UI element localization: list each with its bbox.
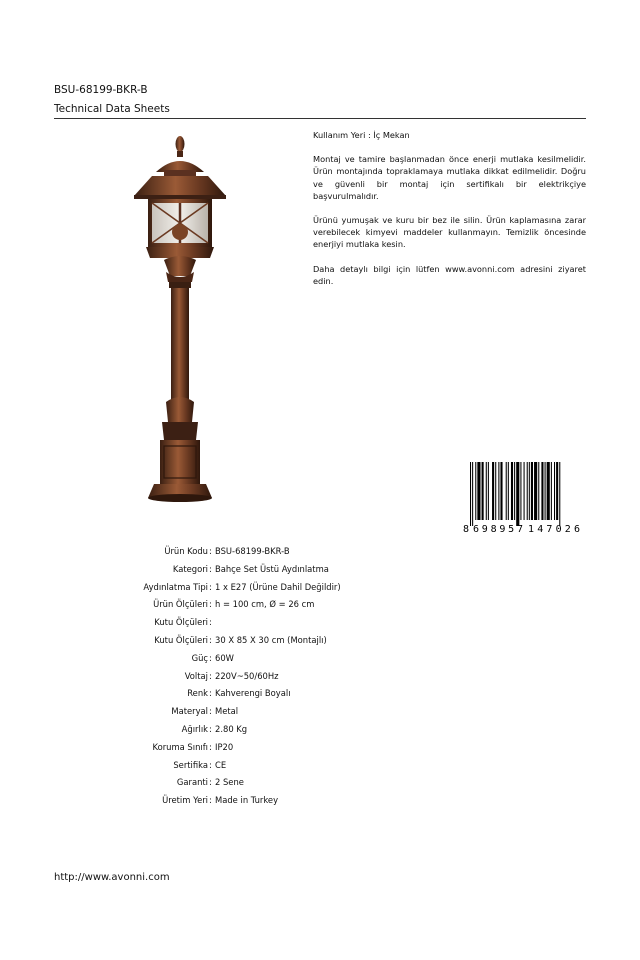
spec-row	[0, 671, 640, 685]
spec-label: Ağırlık	[181, 724, 208, 734]
spec-value: 1 x E27 (Ürüne Dahil Değildir)	[215, 581, 341, 592]
barcode-bar	[520, 462, 521, 520]
spec-row	[0, 724, 640, 738]
barcode-bar	[541, 462, 543, 520]
spec-value: Kahverengi Boyalı	[215, 688, 291, 699]
spec-value: 30 X 85 X 30 cm (Montajlı)	[215, 635, 327, 645]
spec-label: Ürün Ölçüleri	[153, 599, 208, 610]
barcode-bar	[477, 462, 480, 520]
barcode-bar	[498, 462, 499, 520]
barcode-bar	[547, 462, 550, 520]
spec-separator: :	[209, 546, 212, 556]
barcode-bar	[516, 462, 519, 526]
barcode-bar	[472, 462, 473, 526]
spec-label: Ürün Kodu	[164, 546, 208, 556]
barcode	[460, 460, 588, 536]
spec-label: Güç	[191, 652, 208, 663]
spec-row	[0, 564, 640, 578]
spec-value: CE	[215, 759, 227, 770]
spec-value: 2 Sene	[215, 777, 244, 788]
spec-separator: :	[209, 599, 212, 610]
barcode-bar	[475, 462, 476, 520]
product-code-title: BSU-68199-BKR-B	[54, 84, 148, 96]
spec-value: Made in Turkey	[215, 795, 279, 806]
spec-label: Üretim Yeri	[162, 795, 208, 806]
spec-separator: :	[209, 652, 212, 663]
spec-value: BSU-68199-BKR-B	[215, 546, 290, 556]
spec-separator: :	[209, 670, 212, 681]
spec-value: Bahçe Set Üstü Aydınlatma	[215, 563, 329, 574]
barcode-bar	[559, 462, 560, 526]
spec-label: Sertifika	[173, 759, 208, 770]
spec-separator: :	[209, 688, 212, 699]
description-paragraph: Daha detaylı bilgi için lütfen www.avonni.com adresini ziyaret edin.	[313, 263, 586, 286]
spec-row	[0, 688, 640, 702]
spec-separator: :	[209, 617, 212, 628]
barcode-bar	[482, 462, 484, 520]
spec-value: 220V~50/60Hz	[215, 670, 279, 681]
spec-row	[0, 706, 640, 720]
spec-row	[0, 653, 640, 667]
spec-row	[0, 760, 640, 774]
product-image	[130, 132, 230, 504]
spec-row	[0, 777, 640, 791]
barcode-left-digits: 698957	[473, 524, 523, 535]
spec-label: Koruma Sınıfı	[152, 741, 208, 752]
spec-row	[0, 795, 640, 809]
spec-value: 2.80 Kg	[215, 724, 248, 734]
barcode-bar	[495, 462, 496, 520]
spec-label: Garanti	[176, 777, 208, 788]
barcode-bar	[508, 462, 509, 520]
spec-row	[0, 582, 640, 596]
barcode-bar	[534, 462, 537, 520]
barcode-bar	[470, 462, 471, 526]
barcode-bar	[538, 462, 539, 520]
spec-value: 60W	[215, 652, 234, 663]
spec-label: Materyal	[171, 706, 208, 717]
barcode-bar	[488, 462, 489, 520]
spec-row	[0, 742, 640, 756]
barcode-bar	[529, 462, 530, 520]
spec-separator: :	[209, 777, 212, 788]
barcode-bar	[551, 462, 552, 520]
barcode-right-digits: 147026	[528, 524, 580, 535]
spec-separator: :	[209, 581, 212, 592]
spec-separator: :	[209, 795, 212, 806]
usage-location: Kullanım Yeri : İç Mekan	[313, 130, 410, 140]
spec-separator: :	[209, 759, 212, 770]
document-subtitle: Technical Data Sheets	[54, 103, 170, 115]
spec-label: Kutu Ölçüleri	[154, 635, 208, 645]
spec-value: IP20	[215, 741, 234, 752]
spec-label: Kutu Ölçüleri	[154, 617, 208, 628]
barcode-bar	[486, 462, 487, 520]
description-paragraph: Ürünü yumuşak ve kuru bir bez ile silin. Ürün kaplamasına zarar verebilecek kimyevi maddeler kullanmayın. Temizlik öncesinde enerjiyi mutlaka kesin.	[313, 215, 586, 250]
spec-row	[0, 617, 640, 631]
spec-row	[0, 546, 640, 560]
spec-separator: :	[209, 563, 212, 574]
barcode-bar	[506, 462, 507, 520]
description-paragraph: Montaj ve tamire başlanmadan önce enerji mutlaka kesilmelidir. Ürün montajında topraklamaya mutlaka dikkat edilmelidir. Doğru ve güvenli bir montaj için sertifikalı bir elektrikçiye başvurulmalıdır.	[313, 154, 586, 201]
barcode-bar	[531, 462, 533, 520]
barcode-first-digit: 8	[463, 524, 470, 535]
description-block	[313, 129, 586, 299]
spec-separator: :	[209, 724, 212, 734]
spec-value: Metal	[215, 706, 239, 717]
barcode-bar	[514, 462, 515, 520]
spec-label: Aydınlatma Tipi	[143, 581, 208, 592]
barcode-bars	[470, 462, 560, 526]
spec-row	[0, 635, 640, 649]
spec-separator: :	[209, 635, 212, 645]
barcode-bar	[500, 462, 502, 520]
spec-separator: :	[209, 706, 212, 717]
spec-value: h = 100 cm, Ø = 26 cm	[215, 599, 315, 610]
barcode-bar	[556, 462, 558, 520]
spec-row	[0, 599, 640, 613]
barcode-bar	[511, 462, 513, 520]
footer-url[interactable]: http://www.avonni.com	[54, 872, 170, 883]
barcode-bar	[527, 462, 528, 520]
barcode-bar	[545, 462, 546, 520]
header-divider	[54, 118, 586, 119]
barcode-bar	[492, 462, 494, 520]
spec-separator: :	[209, 741, 212, 752]
spec-label: Voltaj	[184, 670, 208, 681]
spec-label: Kategori	[172, 563, 208, 574]
spec-label: Renk	[187, 688, 208, 699]
barcode-bar	[554, 462, 555, 520]
barcode-bar	[524, 462, 525, 520]
